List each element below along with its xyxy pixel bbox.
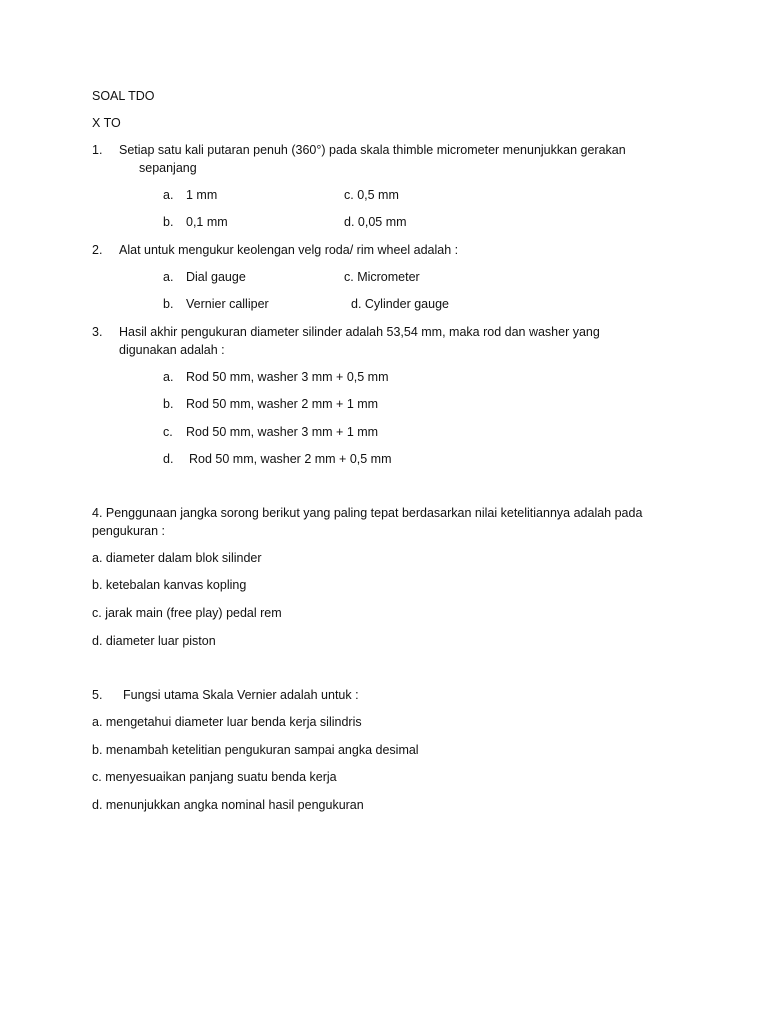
option-d: d. diameter luar piston	[92, 634, 216, 648]
option-letter: c.	[163, 425, 173, 439]
option-a: a. mengetahui diameter luar benda kerja silindris	[92, 715, 362, 729]
option-a: Rod 50 mm, washer 3 mm + 0,5 mm	[186, 370, 389, 384]
option-b: Rod 50 mm, washer 2 mm + 1 mm	[186, 397, 379, 411]
option-c: c. menyesuaikan panjang suatu benda kerja	[92, 770, 337, 784]
question-text-continued: digunakan adalah :	[119, 343, 225, 357]
option-c: c. jarak main (free play) pedal rem	[92, 606, 282, 620]
option-d: d. 0,05 mm	[344, 215, 407, 229]
option-a: 1 mm	[186, 188, 218, 202]
option-d: d. menunjukkan angka nominal hasil pengukuran	[92, 798, 364, 812]
option-letter: b.	[163, 215, 174, 229]
question-text: Fungsi utama Skala Vernier adalah untuk :	[123, 688, 359, 702]
document-title: SOAL TDO	[92, 89, 155, 103]
question-number: 3.	[92, 325, 103, 339]
question-number: 5.	[92, 688, 103, 702]
option-d: d. Cylinder gauge	[351, 297, 449, 311]
class-label: X TO	[92, 116, 121, 130]
question-text-continued: sepanjang	[139, 161, 197, 175]
option-a: a. diameter dalam blok silinder	[92, 551, 262, 565]
question-number: 2.	[92, 243, 103, 257]
question-text: Hasil akhir pengukuran diameter silinder adalah 53,54 mm, maka rod dan washer yang	[119, 325, 600, 339]
option-letter: a.	[163, 370, 174, 384]
option-c: c. 0,5 mm	[344, 188, 399, 202]
question-text: Alat untuk mengukur keolengan velg roda/ rim wheel adalah :	[119, 243, 459, 257]
option-b: b. ketebalan kanvas kopling	[92, 578, 247, 592]
question-text: Setiap satu kali putaran penuh (360°) pada skala thimble micrometer menunjukkan gerakan	[119, 143, 626, 157]
option-b: 0,1 mm	[186, 215, 228, 229]
option-letter: b.	[163, 297, 174, 311]
option-letter: a.	[163, 270, 174, 284]
option-a: Dial gauge	[186, 270, 246, 284]
option-c: Rod 50 mm, washer 3 mm + 1 mm	[186, 425, 379, 439]
option-letter: b.	[163, 397, 174, 411]
option-b: Vernier calliper	[186, 297, 269, 311]
question-number: 1.	[92, 143, 103, 157]
question-text-continued: pengukuran :	[92, 524, 165, 538]
option-letter: d.	[163, 452, 174, 466]
option-b: b. menambah ketelitian pengukuran sampai angka desimal	[92, 743, 419, 757]
option-d: Rod 50 mm, washer 2 mm + 0,5 mm	[189, 452, 392, 466]
question-text: 4. Penggunaan jangka sorong berikut yang paling tepat berdasarkan nilai ketelitiannya adalah pada	[92, 506, 643, 520]
option-c: c. Micrometer	[344, 270, 420, 284]
option-letter: a.	[163, 188, 174, 202]
